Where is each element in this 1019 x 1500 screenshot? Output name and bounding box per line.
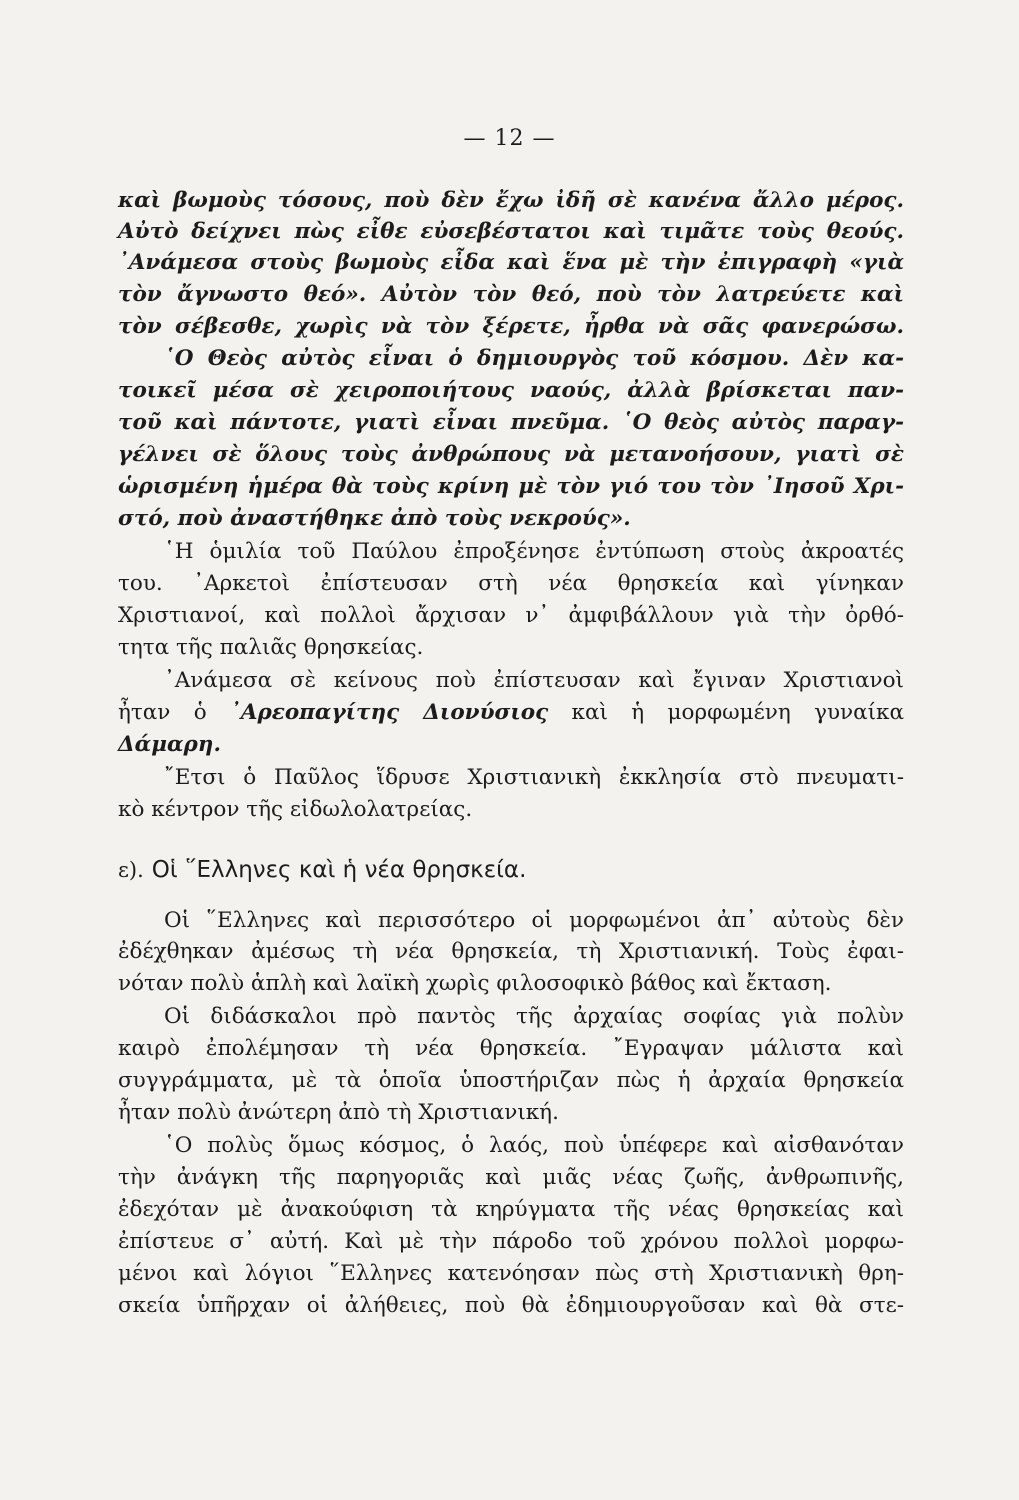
paragraph-line (118, 698, 904, 728)
paragraph-line: ἐπίστευε σ᾿ αὐτή. Καὶ μὲ τὴν πάροδο τοῦ χρόνου πολλοὶ μορφω- (118, 1229, 904, 1254)
paragraph-line: τητα τῆς παλιᾶς θρησκείας. (118, 635, 424, 660)
paragraph-line: Οἱ ῞Ελληνες καὶ περισσότερο οἱ μορφωμένοι ἀπ᾿ αὐτοὺς δὲν (164, 908, 904, 933)
quote-line: Αὐτὸ δείχνει πὼς εἶθε εὐσεβέστατοι καὶ τιμᾶτε τοὺς θεούς. (118, 219, 904, 244)
paragraph-line: ῎Ετσι ὁ Παῦλος ἵδρυσε Χριστιανικὴ ἐκκλησία στὸ πνευματι- (164, 765, 904, 790)
quote-line: τὸν ἄγνωστο θεό». Αὐτὸν τὸν θεό, ποὺ τὸν λατρεύετε καὶ (118, 282, 904, 307)
paragraph-line: ἦταν πολὺ ἀνώτερη ἀπὸ τὴ Χριστιανική. (118, 1100, 559, 1125)
paragraph-line: νόταν πολὺ ἁπλὴ καὶ λαϊκὴ χωρὶς φιλοσοφικὸ βάθος καὶ ἔκταση. (118, 971, 832, 996)
paragraph-text: ἦταν ὁ (118, 700, 231, 725)
quote-line: στό, ποὺ ἀναστήθηκε ἀπὸ τοὺς νεκρούς». (118, 506, 631, 531)
paragraph-line: ῾Η ὁμιλία τοῦ Παύλου ἐπροξένησε ἐντύπωση στοὺς ἀκροατές (164, 539, 904, 564)
paragraph-line: Οἱ διδάσκαλοι πρὸ παντὸς τῆς ἀρχαίας σοφίας γιὰ πολὺν (164, 1004, 904, 1029)
quote-line: ῾Ο Θεὸς αὐτὸς εἶναι ὁ δημιουργὸς τοῦ κόσμου. Δὲν κα- (164, 346, 904, 371)
section-number: ε). (118, 858, 144, 882)
paragraph-text: καὶ ἡ μορφωμένη γυναίκα (548, 700, 904, 725)
section-heading (118, 857, 904, 883)
emphasized-name: Δάμαρη. (118, 732, 221, 757)
section-title: Οἱ ῞Ελληνες καὶ ἡ νέα θρησκεία. (151, 857, 527, 883)
paragraph-line: του. ᾿Αρκετοὶ ἐπίστευσαν στὴ νέα θρησκεία καὶ γίνηκαν (118, 571, 904, 596)
quote-line: τὸν σέβεσθε, χωρὶς νὰ τὸν ξέρετε, ἦρθα νὰ σᾶς φανερώσω. (118, 314, 904, 339)
quote-line: τοῦ καὶ πάντοτε, γιατὶ εἶναι πνεῦμα. ῾Ο θεὸς αὐτὸς παραγ- (118, 410, 904, 435)
emphasized-name: ᾿Αρεοπαγίτης Διονύσιος (230, 700, 549, 725)
quote-line: ὡρισμένη ἡμέρα θὰ τοὺς κρίνη μὲ τὸν γιό του τὸν ᾿Ιησοῦ Χρι- (118, 474, 904, 499)
quote-line: γέλνει σὲ ὅλους τοὺς ἀνθρώπους νὰ μετανοήσουν, γιατὶ σὲ (118, 442, 904, 467)
paragraph-line: συγγράμματα, μὲ τὰ ὁποῖα ὑποστήριζαν πὼς ἡ ἀρχαία θρησκεία (118, 1068, 904, 1093)
paragraph-line: τὴν ἀνάγκη τῆς παρηγοριᾶς καὶ μιᾶς νέας ζωῆς, ἀνθρωπινῆς, (118, 1165, 904, 1190)
paragraph-line: καιρὸ ἐπολέμησαν τὴ νέα θρησκεία. ῎Εγραψαν μάλιστα καὶ (118, 1036, 904, 1061)
page-number: — 12 — (463, 126, 556, 151)
paragraph-line: σκεία ὑπῆρχαν οἱ ἀλήθειες, ποὺ θὰ ἐδημιουργοῦσαν καὶ θὰ στε- (118, 1293, 904, 1318)
paragraph-line: ᾿Ανάμεσα σὲ κείνους ποὺ ἐπίστευσαν καὶ ἔγιναν Χριστιανοὶ (164, 668, 904, 693)
paragraph-line: μένοι καὶ λόγιοι ῞Ελληνες κατενόησαν πὼς στὴ Χριστιανικὴ θρη- (118, 1261, 904, 1286)
quote-line: τοικεῖ μέσα σὲ χειροποιήτους ναούς, ἀλλὰ βρίσκεται παν- (118, 378, 904, 403)
paragraph-line: ῾Ο πολὺς ὅμως κόσμος, ὁ λαός, ποὺ ὑπέφερε καὶ αἰσθανόταν (164, 1133, 904, 1158)
paragraph-line: Χριστιανοί, καὶ πολλοὶ ἄρχισαν ν᾿ ἀμφιβάλλουν γιὰ τὴν ὀρθό- (118, 603, 904, 628)
paragraph-line: ἐδέχθηκαν ἀμέσως τὴ νέα θρησκεία, τὴ Χριστιανική. Τοὺς ἐφαι- (118, 939, 904, 964)
quote-line: καὶ βωμοὺς τόσους, ποὺ δὲν ἔχω ἰδῆ σὲ κανένα ἄλλο μέρος. (118, 188, 904, 213)
quote-line: ᾿Ανάμεσα στοὺς βωμοὺς εἶδα καὶ ἕνα μὲ τὴν ἐπιγραφὴ «γιὰ (118, 250, 904, 275)
paragraph-line: ἐδεχόταν μὲ ἀνακούφιση τὰ κηρύγματα τῆς νέας θρησκείας καὶ (118, 1197, 904, 1222)
paragraph-line: κὸ κέντρον τῆς εἰδωλολατρείας. (118, 797, 473, 822)
